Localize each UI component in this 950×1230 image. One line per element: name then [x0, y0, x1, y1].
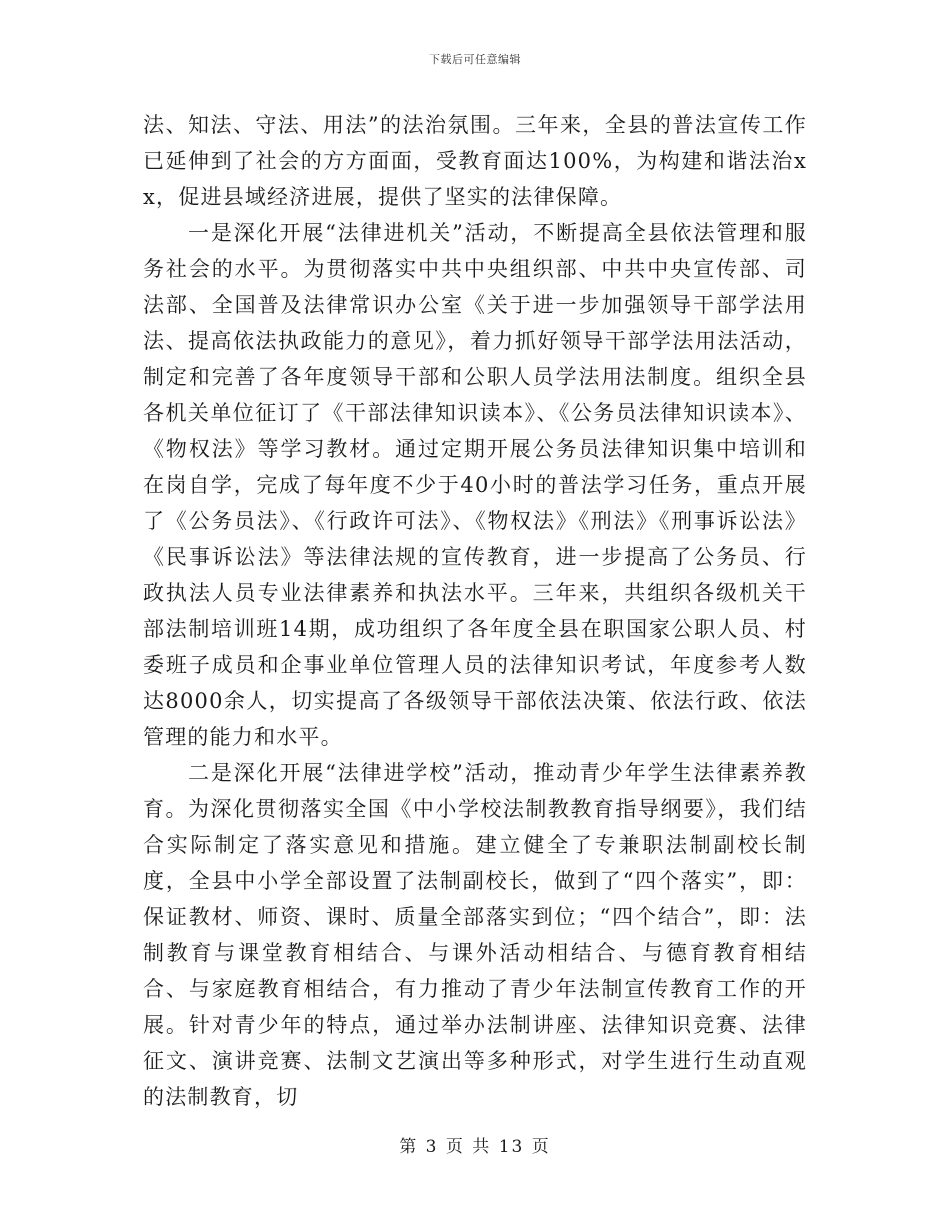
document-body — [143, 107, 807, 1115]
page-header: 下载后可任意编辑 — [429, 53, 521, 66]
page-number-footer: 第 3 页 共 13 页 — [399, 1137, 551, 1157]
paragraph-law-into-agencies: 一是深化开展“法律进机关”活动，不断提高全县依法管理和服务社会的水平。为贯彻落实中共中央组织部、中共中央宣传部、司法部、全国普及法律常识办公室《关于进一步加强领导干部学法用法、提高依法执政能力的意见》，着力抓好领导干部学法用法活动，制定和完善了各年度领导干部和公职人员学法用法制度。组织全县各机关单位征订了《干部法律知识读本》、《公务员法律知识读本》、《物权法》等学习教材。通过定期开展公务员法律知识集中培训和在岗自学，完成了每年度不少于40小时的普法学习任务，重点开展了《公务员法》、《行政许可法》、《物权法》《刑法》《刑事诉讼法》《民事诉讼法》等法律法规的宣传教育，进一步提高了公务员、行政执法人员专业法律素养和执法水平。三年来，共组织各级机关干部法制培训班14期，成功组织了各年度全县在职国家公职人员、村委班子成员和企事业单位管理人员的法律知识考试，年度参考人数达8000余人，切实提高了各级领导干部依法决策、依法行政、依法管理的能力和水平。 — [143, 221, 807, 749]
paragraph-continuation: 法、知法、守法、用法”的法治氛围。三年来，全县的普法宣传工作已延伸到了社会的方方面面，受教育面达100%，为构建和谐法治xx，促进县域经济进展，提供了坚实的法律保障。 — [143, 113, 807, 209]
paragraph-law-into-schools: 二是深化开展“法律进学校”活动，推动青少年学生法律素养教育。为深化贯彻落实全国《中小学校法制教教育指导纲要》，我们结合实际制定了落实意见和措施。建立健全了专兼职法制副校长制度，全县中小学全部设置了法制副校长，做到了“四个落实”，即：保证教材、师资、课时、质量全部落实到位；“四个结合”，即：法制教育与课堂教育相结合、与课外活动相结合、与德育教育相结合、与家庭教育相结合，有力推动了青少年法制宣传教育工作的开展。针对青少年的特点，通过举办法制讲座、法律知识竞赛、法律征文、演讲竞赛、法制文艺演出等多种形式，对学生进行生动直观的法制教育，切 — [143, 761, 807, 1109]
